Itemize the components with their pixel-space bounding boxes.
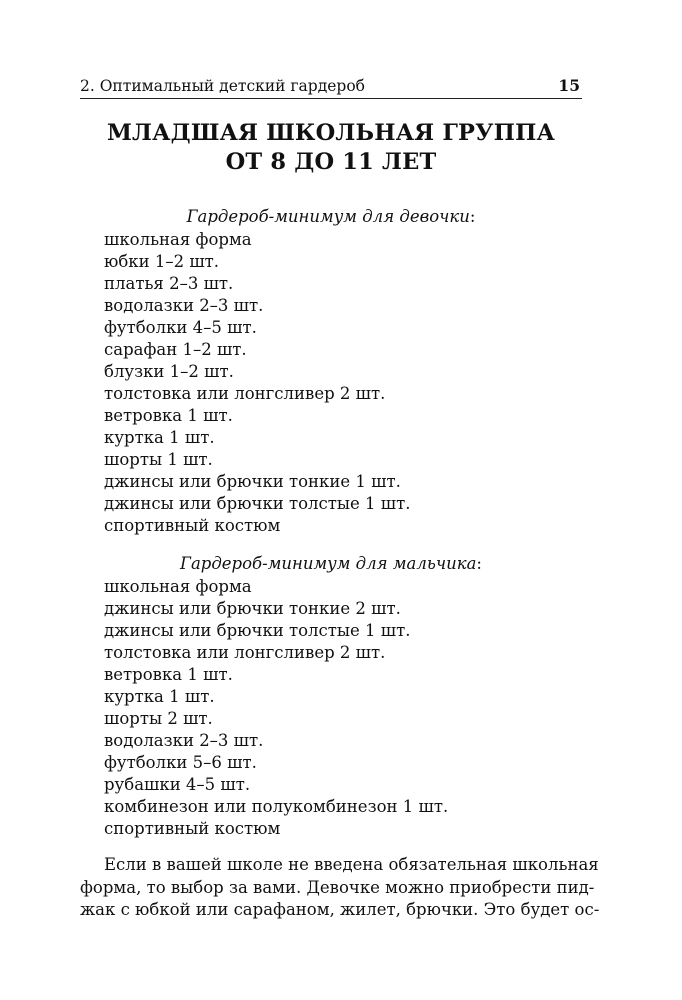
boys-wardrobe-list: [104, 576, 448, 840]
list-item: куртка 1 шт.: [104, 687, 215, 706]
list-item: джинсы или брючки тонкие 1 шт.: [104, 472, 401, 491]
girls-heading-colon: :: [469, 207, 476, 226]
boys-heading-text: Гардероб-минимум для мальчика: [180, 554, 477, 573]
list-item: толстовка или лонгсливер 2 шт.: [104, 643, 386, 662]
boys-list-heading: [80, 553, 582, 575]
list-item: джинсы или брючки тонкие 2 шт.: [104, 599, 401, 618]
chapter-title: [80, 119, 582, 177]
list-item: водолазки 2–3 шт.: [104, 296, 264, 315]
list-item: куртка 1 шт.: [104, 428, 215, 447]
list-item: ветровка 1 шт.: [104, 406, 233, 425]
girls-wardrobe-list: [104, 229, 411, 537]
list-item: джинсы или брючки толстые 1 шт.: [104, 621, 411, 640]
girls-list-heading: [80, 206, 582, 228]
list-item: водолазки 2–3 шт.: [104, 731, 264, 750]
list-item: школьная форма: [104, 577, 252, 596]
list-item: толстовка или лонгсливер 2 шт.: [104, 384, 386, 403]
running-header: [80, 76, 582, 99]
list-item: школьная форма: [104, 230, 252, 249]
chapter-title-line-2: ОТ 8 ДО 11 ЛЕТ: [225, 149, 437, 175]
paragraph-line-1: Если в вашей школе не введена обязательная школьная: [104, 855, 599, 874]
list-item: комбинезон или полукомбинезон 1 шт.: [104, 797, 449, 816]
list-item: футболки 4–5 шт.: [104, 318, 257, 337]
list-item: сарафан 1–2 шт.: [104, 340, 247, 359]
list-item: футболки 5–6 шт.: [104, 753, 257, 772]
paragraph-line-2: форма, то выбор за вами. Девочке можно приобрести пид-: [80, 877, 595, 897]
section-title: 2. Оптимальный детский гардероб: [80, 77, 366, 95]
list-item: шорты 1 шт.: [104, 450, 213, 469]
page-number: 15: [558, 76, 580, 95]
list-item: платья 2–3 шт.: [104, 274, 234, 293]
list-item: спортивный костюм: [104, 516, 281, 535]
list-item: спортивный костюм: [104, 819, 281, 838]
list-item: ветровка 1 шт.: [104, 665, 233, 684]
chapter-title-line-1: МЛАДШАЯ ШКОЛЬНАЯ ГРУППА: [106, 120, 556, 146]
paragraph-line-3: жак с юбкой или сарафаном, жилет, брючки. Это будет ос-: [80, 900, 600, 919]
list-item: шорты 2 шт.: [104, 709, 213, 728]
body-paragraph: [80, 854, 600, 922]
list-item: джинсы или брючки толстые 1 шт.: [104, 494, 411, 513]
boys-heading-colon: :: [476, 554, 482, 573]
list-item: блузки 1–2 шт.: [104, 362, 234, 381]
girls-heading-text: Гардероб-минимум для девочки: [186, 207, 470, 226]
list-item: рубашки 4–5 шт.: [104, 775, 251, 794]
list-item: юбки 1–2 шт.: [104, 252, 220, 271]
